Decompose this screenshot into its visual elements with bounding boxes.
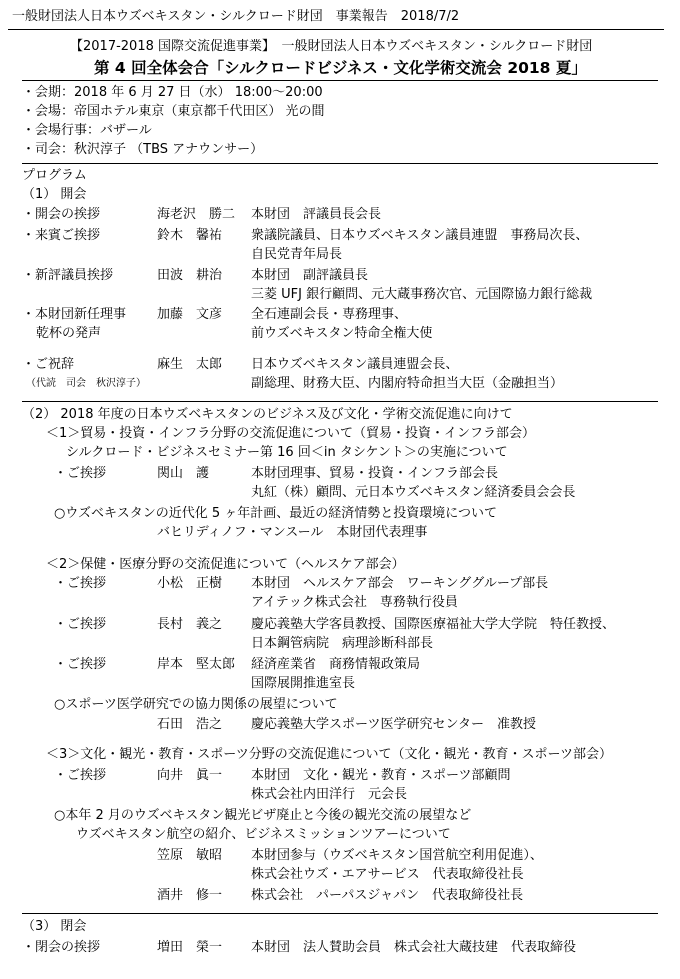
title-divider <box>22 80 658 81</box>
opening-title: 本財団 評議員長会長 <box>251 207 382 222</box>
part-2-topic-name: 石田 浩之 <box>157 717 223 732</box>
director-role-2: 乾杯の発声 <box>36 326 102 341</box>
director-name: 加藤 文彦 <box>157 307 223 322</box>
part-3-topic-1: ○本年 2 月のウズベキスタン観光ビザ廃止と今後の観光交流の展望など <box>54 808 472 823</box>
part-2-a-name: 小松 正樹 <box>157 576 223 591</box>
part-3-title-1: 本財団 文化・観光・教育・スポーツ部顧問 <box>251 768 511 783</box>
part-3-speaker-2-title: 株式会社 パーパスジャパン 代表取締役社長 <box>251 888 524 903</box>
header-divider <box>8 29 664 30</box>
part-3-speaker-1-title-1: 本財団参与（ウズベキスタン国営航空利用促進）、 <box>251 848 543 863</box>
congrats-name: 麻生 太郎 <box>157 357 223 372</box>
director-role-1: ・本財団新任理事 <box>22 307 127 322</box>
closing-name: 増田 榮一 <box>157 940 223 955</box>
part-2-heading: ＜2＞保健・医療分野の交流促進について（ヘルスケア部会） <box>46 557 405 572</box>
part-2-c-title-1: 経済産業省 商務情報政策局 <box>251 657 421 672</box>
council-title-2: 三菱 UFJ 銀行顧問、元大蔵事務次官、元国際協力銀行総裁 <box>251 287 593 302</box>
part-2-b-name: 長村 義之 <box>157 617 223 632</box>
closing-role: ・閉会の挨拶 <box>22 940 101 955</box>
info-event: ・会場行事：バザール <box>22 123 152 138</box>
council-title-1: 本財団 副評議員長 <box>251 268 369 283</box>
part-1-title-2: 丸紅（株）顧問、元日本ウズベキスタン経済委員会会長 <box>251 485 576 500</box>
part-2-a-role: ・ご挨拶 <box>54 576 107 591</box>
guest-role: ・来賓ご挨拶 <box>22 228 101 243</box>
part-1-seminar: シルクロード・ビジネスセミナー第 16 回＜in タシケント＞の実施について <box>66 445 508 460</box>
council-name: 田波 耕治 <box>157 268 223 283</box>
part-2-b-title-1: 慶応義塾大学客員教授、国際医療福祉大学大学院 特任教授、 <box>251 617 616 632</box>
section-2-divider <box>22 913 658 914</box>
part-3-speaker-1-title-2: 株式会社ウズ・エアサービス 代表取締役社長 <box>251 867 524 882</box>
part-2-a-title-1: 本財団 ヘルスケア部会 ワーキンググループ部長 <box>251 576 549 591</box>
opening-role: ・開会の挨拶 <box>22 207 101 222</box>
congrats-title-2: 副総理、財務大臣、内閣府特命担当大臣（金融担当） <box>251 376 564 391</box>
part-3-speaker-2-name: 酒井 修一 <box>157 888 223 903</box>
section-1-heading: （1） 開会 <box>22 187 87 202</box>
part-2-c-role: ・ご挨拶 <box>54 657 107 672</box>
director-title-2: 前ウズベキスタン特命全権大使 <box>251 326 433 341</box>
section-1-divider <box>22 401 658 402</box>
info-date: ・会期：2018 年 6 月 27 日（水） 18:00～20:00 <box>22 85 323 100</box>
guest-title-1: 衆議院議員、日本ウズベキスタン議員連盟 事務局次長、 <box>251 228 589 243</box>
part-1-speaker: バヒリディノフ・マンスール 本財団代表理事 <box>157 525 428 540</box>
part-2-topic-title: 慶応義塾大学スポーツ医学研究センター 准教授 <box>251 717 536 732</box>
part-3-speaker-1-name: 笠原 敏昭 <box>157 848 223 863</box>
info-mc: ・司会：秋沢淳子 （TBS アナウンサー） <box>22 142 264 157</box>
guest-title-2: 自民党青年局長 <box>251 247 343 262</box>
part-1-title-1: 本財団理事、貿易・投資・インフラ部会長 <box>251 466 499 481</box>
program-label: プログラム <box>22 168 87 183</box>
part-2-topic: ○スポーツ医学研究での協力関係の展望について <box>54 697 338 712</box>
report-header: 一般財団法人日本ウズベキスタン・シルクロード財団 事業報告 2018/7/2 <box>12 9 460 24</box>
part-1-name: 関山 護 <box>157 466 210 481</box>
section-3-heading: （3） 閉会 <box>22 919 87 934</box>
part-1-role: ・ご挨拶 <box>54 466 107 481</box>
part-3-role: ・ご挨拶 <box>54 768 107 783</box>
council-role: ・新評議員挨拶 <box>22 268 114 283</box>
info-divider <box>22 163 658 164</box>
part-1-topic: ○ウズベキスタンの近代化 5 ヶ年計画、最近の経済情勢と投資環境について <box>54 506 497 521</box>
congrats-proxy: （代読 司会 秋沢淳子） <box>26 378 146 389</box>
part-2-a-title-2: アイテック株式会社 専務執行役員 <box>251 595 458 610</box>
congrats-role: ・ご祝辞 <box>22 357 75 372</box>
closing-title: 本財団 法人賛助会員 株式会社大蔵技建 代表取締役 <box>251 940 577 955</box>
event-title: 第 4 回全体会合「シルクロードビジネス・文化学術交流会 2018 夏」 <box>94 59 587 77</box>
part-2-b-title-2: 日本鋼管病院 病理診断科部長 <box>251 636 434 651</box>
director-title-1: 全石連副会長・専務理事、 <box>251 307 408 322</box>
part-1-heading: ＜1＞貿易・投資・インフラ分野の交流促進について（貿易・投資・インフラ部会） <box>46 426 536 441</box>
part-2-c-title-2: 国際展開推進室長 <box>251 676 356 691</box>
event-subtitle: 【2017-2018 国際交流促進事業】 一般財団法人日本ウズベキスタン・シルクロード財団 <box>70 39 593 54</box>
part-3-topic-2: ウズベキスタン航空の紹介、ビジネスミッションツアーについて <box>76 827 451 842</box>
opening-name: 海老沢 勝二 <box>157 207 236 222</box>
congrats-title-1: 日本ウズベキスタン議員連盟会長、 <box>251 357 459 372</box>
part-3-heading: ＜3＞文化・観光・教育・スポーツ分野の交流促進について（文化・観光・教育・スポーツ部会） <box>46 747 612 762</box>
part-3-name: 向井 眞一 <box>157 768 223 783</box>
part-2-c-name: 岸本 堅太郎 <box>157 657 236 672</box>
guest-name: 鈴木 馨祐 <box>157 228 223 243</box>
section-2-heading: （2） 2018 年度の日本ウズベキスタンのビジネス及び文化・学術交流促進に向けて <box>22 407 513 422</box>
part-3-title-2: 株式会社内田洋行 元会長 <box>251 787 408 802</box>
part-2-b-role: ・ご挨拶 <box>54 617 107 632</box>
info-venue: ・会場：帝国ホテル東京（東京都千代田区） 光の間 <box>22 104 325 119</box>
